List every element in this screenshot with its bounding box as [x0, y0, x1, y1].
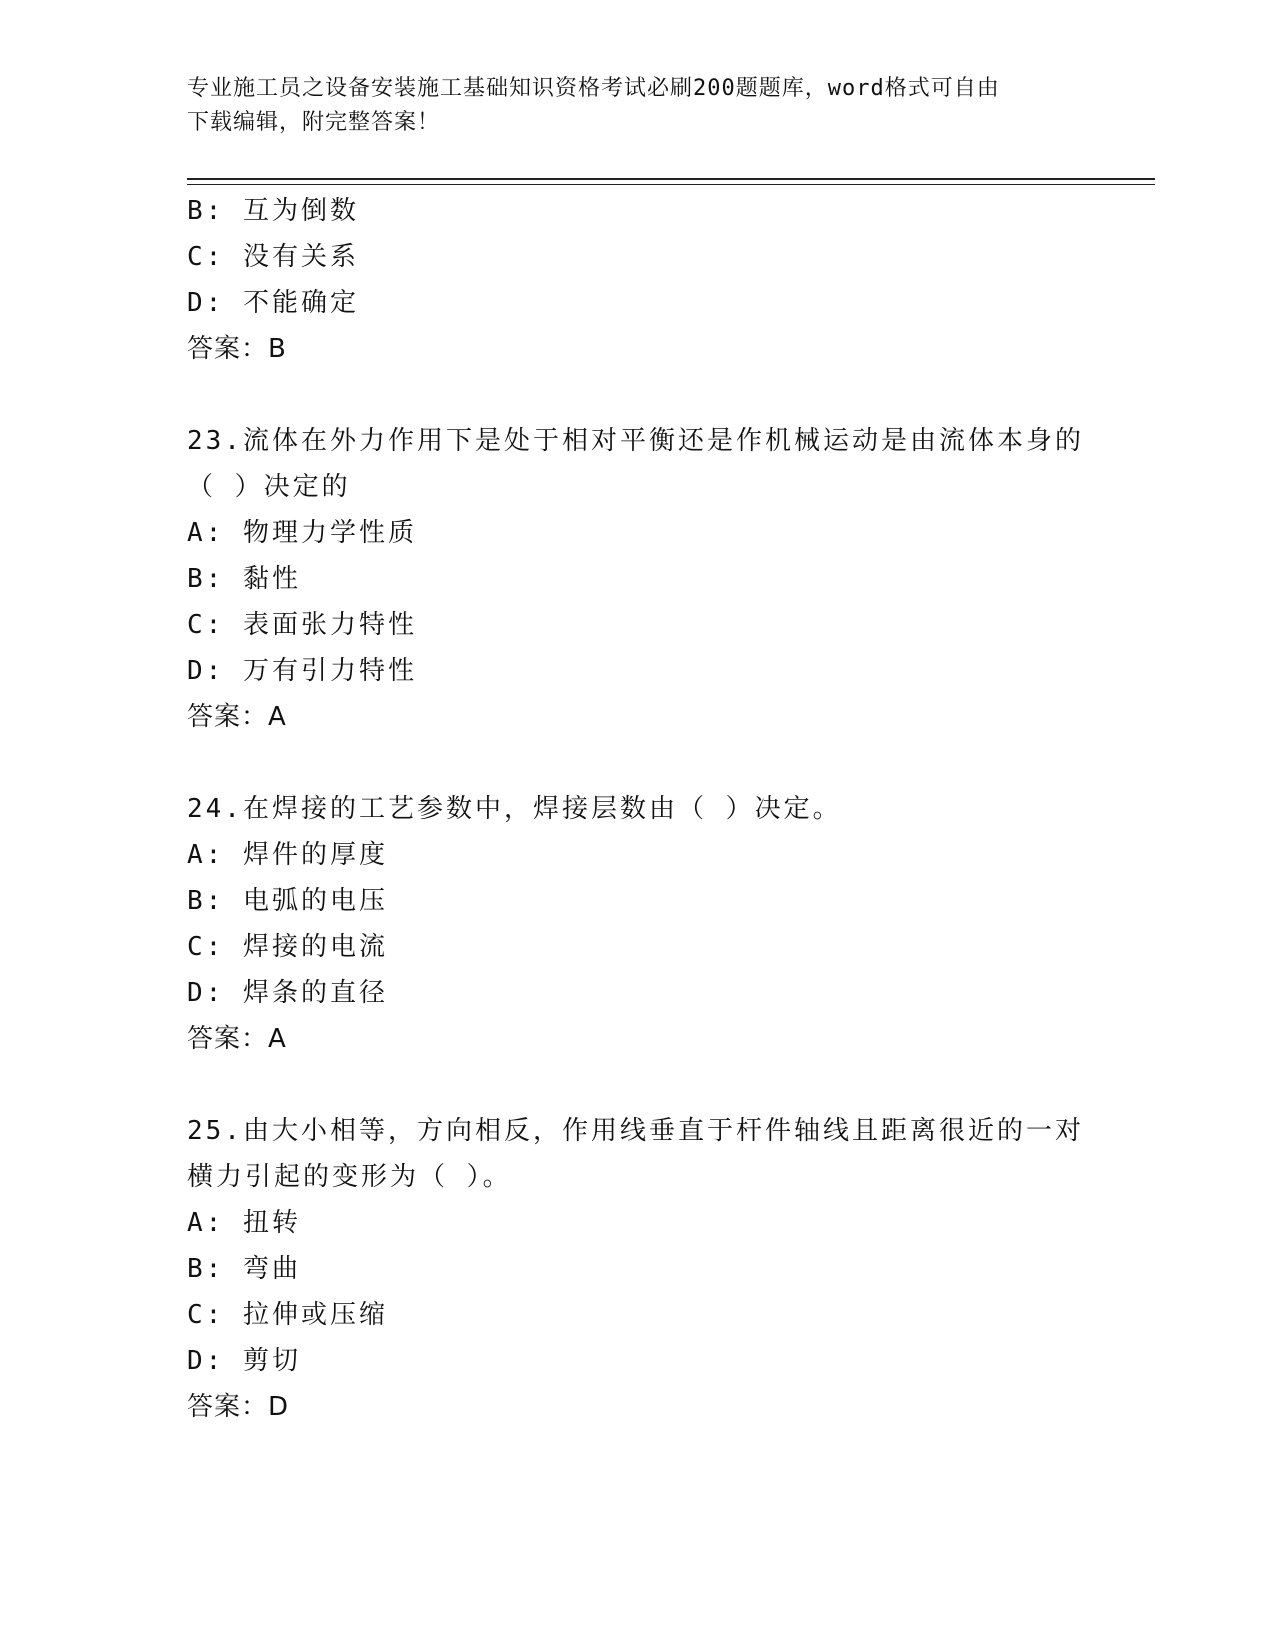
- option-c: C: 没有关系: [187, 242, 359, 272]
- question-stem-line-1: 25.由大小相等，方向相反，作用线垂直于杆件轴线且距离很近的一对: [187, 1116, 1084, 1146]
- option-b: B: 黏性: [187, 564, 301, 594]
- question-25: [187, 1108, 1087, 1430]
- option-c: C: 拉伸或压缩: [187, 1300, 388, 1330]
- question-list: [187, 188, 1087, 1430]
- question-stem-line-1: 23.流体在外力作用下是处于相对平衡还是作机械运动是由流体本身的: [187, 426, 1084, 456]
- answer-line: 答案：D: [187, 1392, 290, 1422]
- question-stem: [187, 1108, 1087, 1200]
- question-stem: [187, 786, 1087, 832]
- option-b: B: 电弧的电压: [187, 886, 388, 916]
- option-a: A: 物理力学性质: [187, 518, 417, 548]
- answer-line: 答案：A: [187, 702, 287, 732]
- option-d: D: 万有引力特性: [187, 656, 417, 686]
- header-line-1: 专业施工员之设备安装施工基础知识资格考试必刷200题题库，word格式可自由: [187, 76, 1000, 101]
- question-stem-line-2: （ ）决定的: [187, 472, 351, 502]
- header-divider-thick: [187, 178, 1155, 180]
- question-stem: [187, 418, 1087, 510]
- question-stem-line-2: 横力引起的变形为（ ）。: [187, 1162, 512, 1192]
- header-divider-thin: [187, 184, 1155, 185]
- answer-line: 答案：A: [187, 1024, 287, 1054]
- document-header: [187, 72, 1087, 140]
- option-c: C: 焊接的电流: [187, 932, 388, 962]
- option-d: D: 焊条的直径: [187, 978, 388, 1008]
- question-22-continuation: [187, 188, 1087, 372]
- option-c: C: 表面张力特性: [187, 610, 417, 640]
- question-23: [187, 418, 1087, 740]
- option-b: B: 弯曲: [187, 1254, 301, 1284]
- question-24: [187, 786, 1087, 1062]
- answer-line: 答案：B: [187, 334, 287, 364]
- question-stem-line-1: 24.在焊接的工艺参数中，焊接层数由（ ）决定。: [187, 794, 842, 824]
- option-a: A: 焊件的厚度: [187, 840, 388, 870]
- header-line-2: 下载编辑，附完整答案！: [187, 110, 441, 135]
- option-d: D: 剪切: [187, 1346, 301, 1376]
- option-d: D: 不能确定: [187, 288, 359, 318]
- option-b: B: 互为倒数: [187, 196, 359, 226]
- option-a: A: 扭转: [187, 1208, 301, 1238]
